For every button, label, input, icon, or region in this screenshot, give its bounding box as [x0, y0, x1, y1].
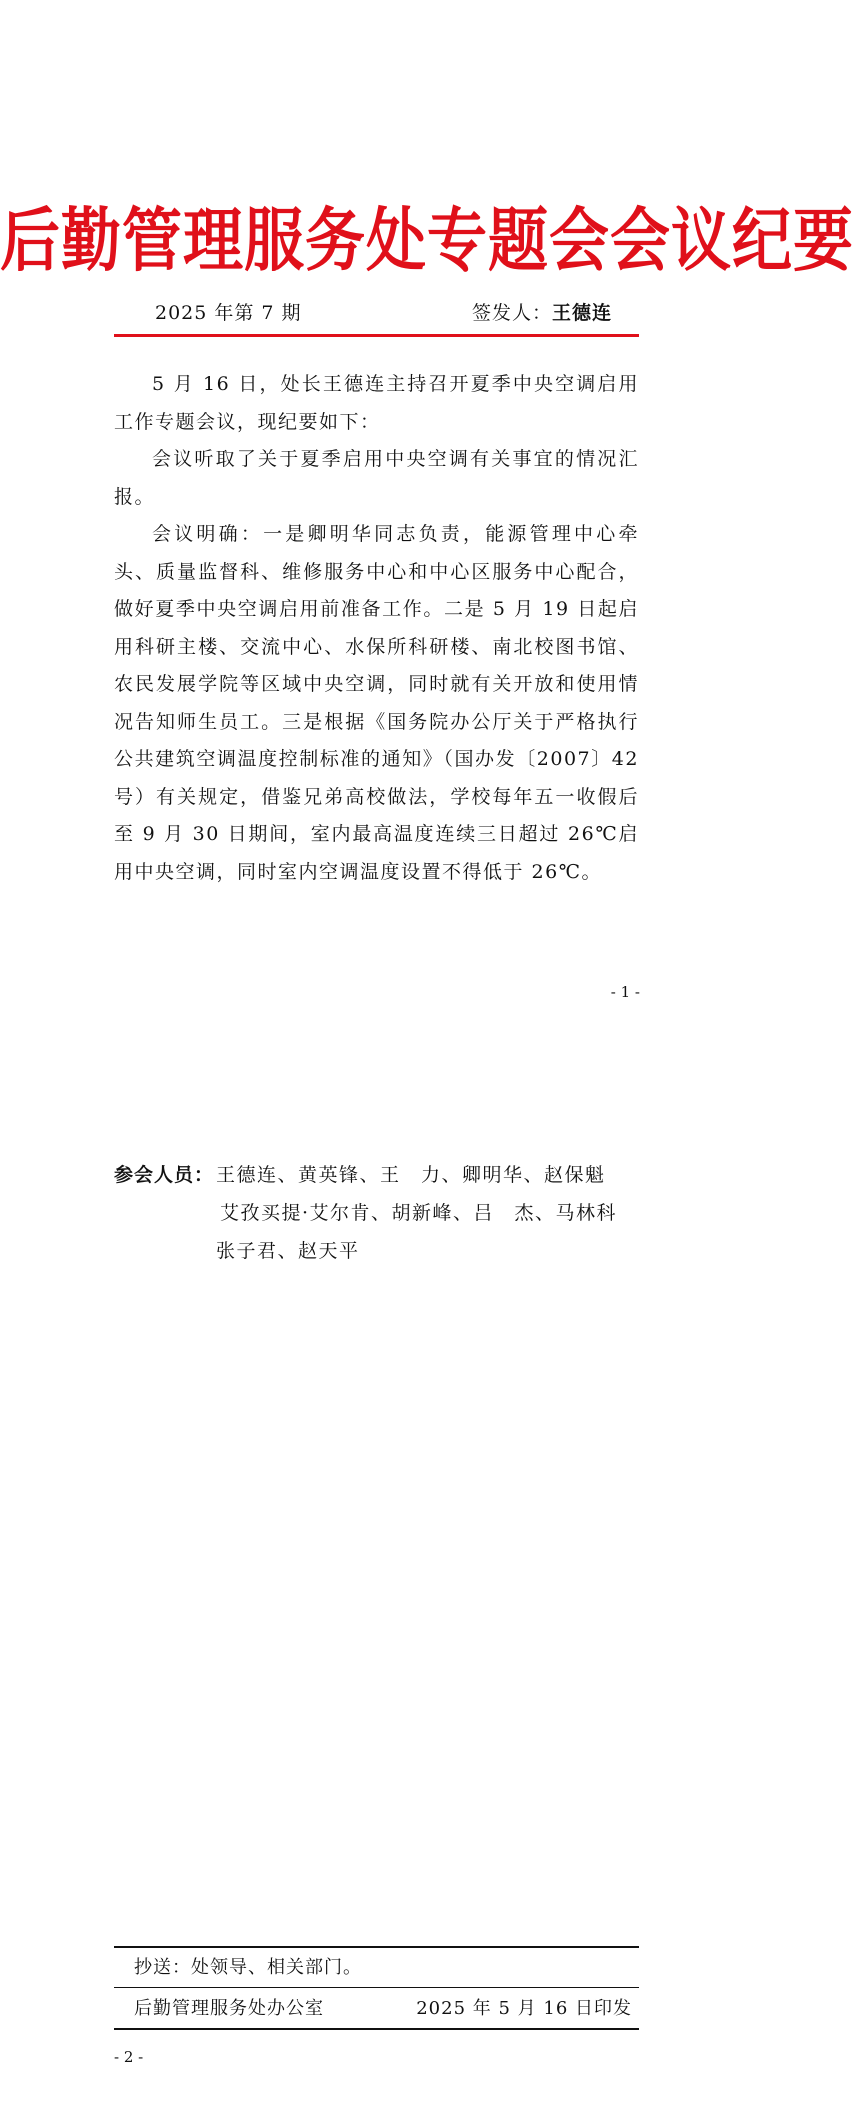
- issuer-label: 签发人：: [471, 302, 552, 324]
- footer-rule-middle: [114, 1987, 639, 1988]
- page-number: - 1 -: [610, 983, 640, 1001]
- footer-rule-bottom: [114, 2028, 639, 2030]
- issue-number: 2025 年第 7 期: [155, 302, 302, 324]
- page-number: - 2 -: [114, 2048, 144, 2066]
- cc-line: 抄送：处领导、相关部门。: [134, 1957, 362, 1978]
- body-paragraph: 5 月 16 日，处长王德连主持召开夏季中央空调启用工作专题会议，现纪要如下：: [114, 373, 639, 433]
- body-paragraph: 会议听取了关于夏季启用中央空调有关事宜的情况汇报。: [114, 448, 639, 508]
- footer-rule-top: [114, 1946, 639, 1948]
- document-title: 后勤管理服务处专题会会议纪要: [0, 200, 854, 282]
- issuer: [472, 298, 612, 325]
- print-date: 2025 年 5 月 16 日印发: [416, 1998, 632, 2019]
- minutes-body: [114, 366, 639, 891]
- attendees-line: 王德连、黄英锋、王 力、卿明华、赵保魁: [216, 1164, 606, 1186]
- attendees-label: 参会人员：: [114, 1164, 215, 1186]
- attendees-line: 艾孜买提·艾尔肯、胡新峰、吕 杰、马林科: [220, 1202, 618, 1224]
- header-red-rule: [114, 334, 639, 337]
- attendees-line: 张子君、赵天平: [216, 1240, 360, 1262]
- body-paragraph: 会议明确：一是卿明华同志负责，能源管理中心牵头、质量监督科、维修服务中心和中心区服务中心配合，做好夏季中央空调启用前准备工作。二是 5 月 19 日起启用科研主楼、交流中心、水保所科研楼、南北校图书馆、农民发展学院等区域中央空调，同时就有关开放和使用情况告知师生员工。三是根据《国务院办公厅关于严格执行公共建筑空调温度控制标准的通知》（国办发〔2007〕42 号）有关规定，借鉴兄弟高校做法，学校每年五一收假后至 9 月 30 日期间，室内最高温度连续三日超过 26℃启用中央空调，同时室内空调温度设置不得低于 26℃。: [114, 523, 639, 883]
- issuing-office: 后勤管理服务处办公室: [134, 1998, 324, 2019]
- issuer-name: 王德连: [551, 302, 612, 324]
